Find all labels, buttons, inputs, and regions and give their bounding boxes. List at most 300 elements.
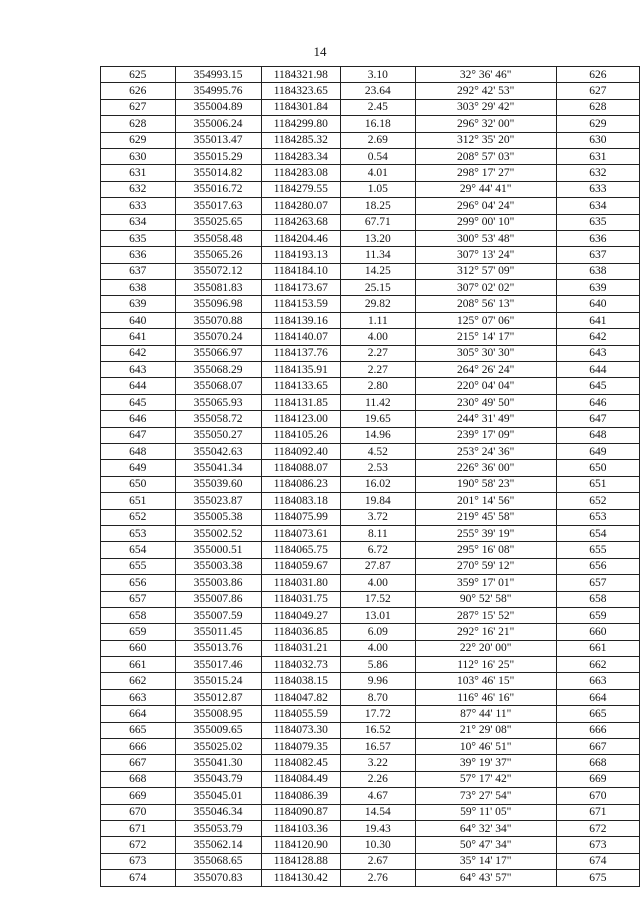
y-coordinate-cell: 1184086.39: [261, 788, 340, 804]
point-number-cell: 657: [101, 591, 176, 607]
distance-cell: 13.01: [340, 607, 415, 623]
point-number-cell: 673: [101, 853, 176, 869]
table-row: [101, 148, 640, 164]
bearing-cell: 359° 17' 01": [415, 575, 556, 591]
next-point-cell: 633: [556, 181, 639, 197]
distance-cell: 6.72: [340, 542, 415, 558]
table-row: [101, 755, 640, 771]
x-coordinate-cell: 355045.01: [175, 788, 261, 804]
next-point-cell: 638: [556, 263, 639, 279]
distance-cell: 2.27: [340, 362, 415, 378]
bearing-cell: 296° 32' 00": [415, 116, 556, 132]
point-number-cell: 643: [101, 362, 176, 378]
distance-cell: 16.18: [340, 116, 415, 132]
point-number-cell: 647: [101, 427, 176, 443]
y-coordinate-cell: 1184128.88: [261, 853, 340, 869]
y-coordinate-cell: 1184086.23: [261, 476, 340, 492]
y-coordinate-cell: 1184323.65: [261, 83, 340, 99]
y-coordinate-cell: 1184047.82: [261, 689, 340, 705]
y-coordinate-cell: 1184031.21: [261, 640, 340, 656]
y-coordinate-cell: 1184173.67: [261, 280, 340, 296]
point-number-cell: 662: [101, 673, 176, 689]
x-coordinate-cell: 355053.79: [175, 820, 261, 836]
distance-cell: 8.11: [340, 525, 415, 541]
y-coordinate-cell: 1184321.98: [261, 67, 340, 83]
next-point-cell: 650: [556, 460, 639, 476]
distance-cell: 67.71: [340, 214, 415, 230]
table-row: [101, 706, 640, 722]
y-coordinate-cell: 1184055.59: [261, 706, 340, 722]
distance-cell: 2.67: [340, 853, 415, 869]
bearing-cell: 264° 26' 24": [415, 362, 556, 378]
x-coordinate-cell: 355002.52: [175, 525, 261, 541]
point-number-cell: 633: [101, 198, 176, 214]
distance-cell: 11.34: [340, 247, 415, 263]
bearing-cell: 300° 53' 48": [415, 230, 556, 246]
y-coordinate-cell: 1184153.59: [261, 296, 340, 312]
next-point-cell: 631: [556, 148, 639, 164]
y-coordinate-cell: 1184283.08: [261, 165, 340, 181]
table-body: [101, 67, 640, 887]
bearing-cell: 57° 17' 42": [415, 771, 556, 787]
x-coordinate-cell: 355043.79: [175, 771, 261, 787]
y-coordinate-cell: 1184073.30: [261, 722, 340, 738]
bearing-cell: 255° 39' 19": [415, 525, 556, 541]
next-point-cell: 644: [556, 362, 639, 378]
point-number-cell: 670: [101, 804, 176, 820]
x-coordinate-cell: 355025.02: [175, 739, 261, 755]
bearing-cell: 307° 13' 24": [415, 247, 556, 263]
next-point-cell: 661: [556, 640, 639, 656]
distance-cell: 16.57: [340, 739, 415, 755]
point-number-cell: 667: [101, 755, 176, 771]
x-coordinate-cell: 355070.24: [175, 329, 261, 345]
distance-cell: 14.96: [340, 427, 415, 443]
table-row: [101, 427, 640, 443]
y-coordinate-cell: 1184135.91: [261, 362, 340, 378]
next-point-cell: 641: [556, 312, 639, 328]
next-point-cell: 660: [556, 624, 639, 640]
table-row: [101, 99, 640, 115]
y-coordinate-cell: 1184204.46: [261, 230, 340, 246]
table-row: [101, 542, 640, 558]
distance-cell: 3.22: [340, 755, 415, 771]
page-number: 14: [313, 44, 327, 59]
table-row: [101, 493, 640, 509]
next-point-cell: 634: [556, 198, 639, 214]
x-coordinate-cell: 355015.29: [175, 148, 261, 164]
bearing-cell: 226° 36' 00": [415, 460, 556, 476]
distance-cell: 19.43: [340, 820, 415, 836]
y-coordinate-cell: 1184073.61: [261, 525, 340, 541]
bearing-cell: 73° 27' 54": [415, 788, 556, 804]
point-number-cell: 660: [101, 640, 176, 656]
x-coordinate-cell: 355015.24: [175, 673, 261, 689]
bearing-cell: 208° 56' 13": [415, 296, 556, 312]
x-coordinate-cell: 355070.88: [175, 312, 261, 328]
point-number-cell: 656: [101, 575, 176, 591]
table-row: [101, 247, 640, 263]
bearing-cell: 64° 43' 57": [415, 870, 556, 886]
point-number-cell: 659: [101, 624, 176, 640]
distance-cell: 9.96: [340, 673, 415, 689]
y-coordinate-cell: 1184049.27: [261, 607, 340, 623]
y-coordinate-cell: 1184280.07: [261, 198, 340, 214]
x-coordinate-cell: 355017.63: [175, 198, 261, 214]
bearing-cell: 64° 32' 34": [415, 820, 556, 836]
distance-cell: 5.86: [340, 657, 415, 673]
y-coordinate-cell: 1184036.85: [261, 624, 340, 640]
x-coordinate-cell: 355050.27: [175, 427, 261, 443]
x-coordinate-cell: 355066.97: [175, 345, 261, 361]
table-row: [101, 116, 640, 132]
point-number-cell: 645: [101, 394, 176, 410]
next-point-cell: 673: [556, 837, 639, 853]
point-number-cell: 627: [101, 99, 176, 115]
x-coordinate-cell: 355070.83: [175, 870, 261, 886]
table-row: [101, 460, 640, 476]
point-number-cell: 632: [101, 181, 176, 197]
distance-cell: 2.45: [340, 99, 415, 115]
distance-cell: 27.87: [340, 558, 415, 574]
next-point-cell: 666: [556, 722, 639, 738]
distance-cell: 3.10: [340, 67, 415, 83]
distance-cell: 17.72: [340, 706, 415, 722]
bearing-cell: 103° 46' 15": [415, 673, 556, 689]
bearing-cell: 50° 47' 34": [415, 837, 556, 853]
table-row: [101, 640, 640, 656]
bearing-cell: 22° 20' 00": [415, 640, 556, 656]
bearing-cell: 305° 30' 30": [415, 345, 556, 361]
distance-cell: 0.54: [340, 148, 415, 164]
bearing-cell: 87° 44' 11": [415, 706, 556, 722]
next-point-cell: 655: [556, 542, 639, 558]
point-number-cell: 650: [101, 476, 176, 492]
bearing-cell: 190° 58' 23": [415, 476, 556, 492]
bearing-cell: 220° 04' 04": [415, 378, 556, 394]
distance-cell: 2.26: [340, 771, 415, 787]
next-point-cell: 654: [556, 525, 639, 541]
point-number-cell: 674: [101, 870, 176, 886]
y-coordinate-cell: 1184279.55: [261, 181, 340, 197]
bearing-cell: 10° 46' 51": [415, 739, 556, 755]
x-coordinate-cell: 355000.51: [175, 542, 261, 558]
bearing-cell: 292° 42' 53": [415, 83, 556, 99]
next-point-cell: 657: [556, 575, 639, 591]
x-coordinate-cell: 355009.65: [175, 722, 261, 738]
bearing-cell: 116° 46' 16": [415, 689, 556, 705]
next-point-cell: 659: [556, 607, 639, 623]
bearing-cell: 39° 19' 37": [415, 755, 556, 771]
table-row: [101, 820, 640, 836]
x-coordinate-cell: 355042.63: [175, 443, 261, 459]
point-number-cell: 646: [101, 411, 176, 427]
table-row: [101, 558, 640, 574]
table-row: [101, 525, 640, 541]
x-coordinate-cell: 355003.38: [175, 558, 261, 574]
next-point-cell: 665: [556, 706, 639, 722]
point-number-cell: 649: [101, 460, 176, 476]
distance-cell: 16.52: [340, 722, 415, 738]
y-coordinate-cell: 1184092.40: [261, 443, 340, 459]
distance-cell: 4.67: [340, 788, 415, 804]
distance-cell: 17.52: [340, 591, 415, 607]
table-row: [101, 722, 640, 738]
bearing-cell: 35° 14' 17": [415, 853, 556, 869]
y-coordinate-cell: 1184090.87: [261, 804, 340, 820]
distance-cell: 25.15: [340, 280, 415, 296]
next-point-cell: 672: [556, 820, 639, 836]
point-number-cell: 641: [101, 329, 176, 345]
distance-cell: 4.00: [340, 329, 415, 345]
table-row: [101, 411, 640, 427]
bearing-cell: 230° 49' 50": [415, 394, 556, 410]
y-coordinate-cell: 1184131.85: [261, 394, 340, 410]
x-coordinate-cell: 355004.89: [175, 99, 261, 115]
bearing-cell: 253° 24' 36": [415, 443, 556, 459]
bearing-cell: 292° 16' 21": [415, 624, 556, 640]
x-coordinate-cell: 355016.72: [175, 181, 261, 197]
table-row: [101, 624, 640, 640]
bearing-cell: 32° 36' 46": [415, 67, 556, 83]
table-row: [101, 181, 640, 197]
y-coordinate-cell: 1184299.80: [261, 116, 340, 132]
table-row: [101, 853, 640, 869]
table-row: [101, 198, 640, 214]
x-coordinate-cell: 355058.48: [175, 230, 261, 246]
x-coordinate-cell: 355003.86: [175, 575, 261, 591]
x-coordinate-cell: 355023.87: [175, 493, 261, 509]
next-point-cell: 649: [556, 443, 639, 459]
y-coordinate-cell: 1184084.49: [261, 771, 340, 787]
x-coordinate-cell: 355041.34: [175, 460, 261, 476]
x-coordinate-cell: 355008.95: [175, 706, 261, 722]
bearing-cell: 298° 17' 27": [415, 165, 556, 181]
bearing-cell: 303° 29' 42": [415, 99, 556, 115]
next-point-cell: 663: [556, 673, 639, 689]
next-point-cell: 662: [556, 657, 639, 673]
x-coordinate-cell: 355005.38: [175, 509, 261, 525]
next-point-cell: 675: [556, 870, 639, 886]
point-number-cell: 655: [101, 558, 176, 574]
x-coordinate-cell: 355068.65: [175, 853, 261, 869]
x-coordinate-cell: 355058.72: [175, 411, 261, 427]
bearing-cell: 29° 44' 41": [415, 181, 556, 197]
point-number-cell: 634: [101, 214, 176, 230]
point-number-cell: 642: [101, 345, 176, 361]
table-row: [101, 591, 640, 607]
y-coordinate-cell: 1184137.76: [261, 345, 340, 361]
table-row: [101, 788, 640, 804]
table-row: [101, 657, 640, 673]
point-number-cell: 631: [101, 165, 176, 181]
table-row: [101, 214, 640, 230]
y-coordinate-cell: 1184139.16: [261, 312, 340, 328]
distance-cell: 23.64: [340, 83, 415, 99]
x-coordinate-cell: 355081.83: [175, 280, 261, 296]
distance-cell: 4.00: [340, 640, 415, 656]
distance-cell: 4.00: [340, 575, 415, 591]
x-coordinate-cell: 355007.86: [175, 591, 261, 607]
y-coordinate-cell: 1184140.07: [261, 329, 340, 345]
bearing-cell: 239° 17' 09": [415, 427, 556, 443]
next-point-cell: 636: [556, 230, 639, 246]
y-coordinate-cell: 1184083.18: [261, 493, 340, 509]
y-coordinate-cell: 1184075.99: [261, 509, 340, 525]
x-coordinate-cell: 355012.87: [175, 689, 261, 705]
distance-cell: 1.11: [340, 312, 415, 328]
next-point-cell: 646: [556, 394, 639, 410]
distance-cell: 2.53: [340, 460, 415, 476]
table-row: [101, 689, 640, 705]
y-coordinate-cell: 1184065.75: [261, 542, 340, 558]
y-coordinate-cell: 1184283.34: [261, 148, 340, 164]
x-coordinate-cell: 355046.34: [175, 804, 261, 820]
distance-cell: 8.70: [340, 689, 415, 705]
x-coordinate-cell: 355072.12: [175, 263, 261, 279]
distance-cell: 14.25: [340, 263, 415, 279]
x-coordinate-cell: 355017.46: [175, 657, 261, 673]
distance-cell: 2.69: [340, 132, 415, 148]
x-coordinate-cell: 355013.47: [175, 132, 261, 148]
y-coordinate-cell: 1184120.90: [261, 837, 340, 853]
y-coordinate-cell: 1184285.32: [261, 132, 340, 148]
next-point-cell: 652: [556, 493, 639, 509]
table-row: [101, 263, 640, 279]
y-coordinate-cell: 1184105.26: [261, 427, 340, 443]
bearing-cell: 59° 11' 05": [415, 804, 556, 820]
coordinates-table: [100, 66, 640, 887]
next-point-cell: 670: [556, 788, 639, 804]
table-row: [101, 804, 640, 820]
distance-cell: 4.01: [340, 165, 415, 181]
table-row: [101, 230, 640, 246]
y-coordinate-cell: 1184079.35: [261, 739, 340, 755]
next-point-cell: 632: [556, 165, 639, 181]
distance-cell: 10.30: [340, 837, 415, 853]
next-point-cell: 645: [556, 378, 639, 394]
table-row: [101, 312, 640, 328]
point-number-cell: 635: [101, 230, 176, 246]
table-row: [101, 280, 640, 296]
distance-cell: 3.72: [340, 509, 415, 525]
table-row: [101, 296, 640, 312]
point-number-cell: 636: [101, 247, 176, 263]
next-point-cell: 664: [556, 689, 639, 705]
x-coordinate-cell: 355068.29: [175, 362, 261, 378]
point-number-cell: 654: [101, 542, 176, 558]
point-number-cell: 637: [101, 263, 176, 279]
point-number-cell: 669: [101, 788, 176, 804]
next-point-cell: 635: [556, 214, 639, 230]
bearing-cell: 270° 59' 12": [415, 558, 556, 574]
x-coordinate-cell: 354995.76: [175, 83, 261, 99]
distance-cell: 16.02: [340, 476, 415, 492]
x-coordinate-cell: 354993.15: [175, 67, 261, 83]
distance-cell: 18.25: [340, 198, 415, 214]
bearing-cell: 295° 16' 08": [415, 542, 556, 558]
point-number-cell: 629: [101, 132, 176, 148]
next-point-cell: 629: [556, 116, 639, 132]
bearing-cell: 112° 16' 25": [415, 657, 556, 673]
distance-cell: 13.20: [340, 230, 415, 246]
table-row: [101, 575, 640, 591]
x-coordinate-cell: 355041.30: [175, 755, 261, 771]
y-coordinate-cell: 1184263.68: [261, 214, 340, 230]
bearing-cell: 125° 07' 06": [415, 312, 556, 328]
next-point-cell: 637: [556, 247, 639, 263]
x-coordinate-cell: 355065.26: [175, 247, 261, 263]
point-number-cell: 638: [101, 280, 176, 296]
table-row: [101, 83, 640, 99]
distance-cell: 11.42: [340, 394, 415, 410]
next-point-cell: 671: [556, 804, 639, 820]
table-row: [101, 165, 640, 181]
next-point-cell: 669: [556, 771, 639, 787]
table-row: [101, 394, 640, 410]
y-coordinate-cell: 1184082.45: [261, 755, 340, 771]
distance-cell: 2.27: [340, 345, 415, 361]
y-coordinate-cell: 1184133.65: [261, 378, 340, 394]
bearing-cell: 219° 45' 58": [415, 509, 556, 525]
x-coordinate-cell: 355013.76: [175, 640, 261, 656]
point-number-cell: 653: [101, 525, 176, 541]
point-number-cell: 665: [101, 722, 176, 738]
point-number-cell: 630: [101, 148, 176, 164]
y-coordinate-cell: 1184103.36: [261, 820, 340, 836]
next-point-cell: 640: [556, 296, 639, 312]
table-row: [101, 329, 640, 345]
y-coordinate-cell: 1184123.00: [261, 411, 340, 427]
table-row: [101, 132, 640, 148]
point-number-cell: 658: [101, 607, 176, 623]
point-number-cell: 672: [101, 837, 176, 853]
y-coordinate-cell: 1184301.84: [261, 99, 340, 115]
x-coordinate-cell: 355068.07: [175, 378, 261, 394]
distance-cell: 4.52: [340, 443, 415, 459]
distance-cell: 2.80: [340, 378, 415, 394]
point-number-cell: 668: [101, 771, 176, 787]
next-point-cell: 658: [556, 591, 639, 607]
point-number-cell: 671: [101, 820, 176, 836]
next-point-cell: 651: [556, 476, 639, 492]
next-point-cell: 668: [556, 755, 639, 771]
x-coordinate-cell: 355025.65: [175, 214, 261, 230]
next-point-cell: 648: [556, 427, 639, 443]
bearing-cell: 208° 57' 03": [415, 148, 556, 164]
y-coordinate-cell: 1184184.10: [261, 263, 340, 279]
y-coordinate-cell: 1184032.73: [261, 657, 340, 673]
table-row: [101, 771, 640, 787]
bearing-cell: 215° 14' 17": [415, 329, 556, 345]
next-point-cell: 627: [556, 83, 639, 99]
next-point-cell: 656: [556, 558, 639, 574]
bearing-cell: 312° 35' 20": [415, 132, 556, 148]
y-coordinate-cell: 1184031.75: [261, 591, 340, 607]
distance-cell: 19.84: [340, 493, 415, 509]
point-number-cell: 666: [101, 739, 176, 755]
bearing-cell: 90° 52' 58": [415, 591, 556, 607]
point-number-cell: 648: [101, 443, 176, 459]
point-number-cell: 625: [101, 67, 176, 83]
table-row: [101, 509, 640, 525]
table-row: [101, 837, 640, 853]
bearing-cell: 307° 02' 02": [415, 280, 556, 296]
y-coordinate-cell: 1184193.13: [261, 247, 340, 263]
next-point-cell: 653: [556, 509, 639, 525]
point-number-cell: 639: [101, 296, 176, 312]
table-row: [101, 443, 640, 459]
